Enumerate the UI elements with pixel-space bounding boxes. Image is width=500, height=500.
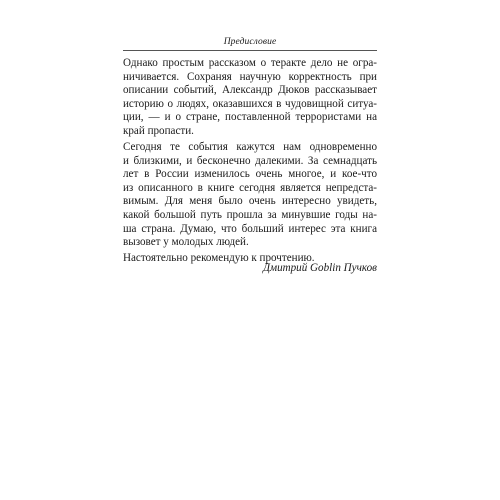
paragraph: [123, 57, 377, 139]
text-line: ничивается. Сохраняя научную корректность при: [123, 70, 377, 83]
text-line: вызовет у молодых людей.: [123, 236, 249, 249]
body-text: [123, 57, 377, 266]
text-line: ша страна. Думаю, что больший интерес эта книга: [123, 222, 377, 235]
running-head: Предисловие: [223, 37, 277, 47]
text-line: вимым. Для меня было очень интересно увидеть,: [123, 195, 377, 208]
text-line: из описанного в книге сегодня является непредста-: [123, 181, 377, 194]
header-rule: [123, 50, 377, 51]
paragraph: [123, 141, 377, 250]
text-line: Сегодня те события кажутся нам одновременно: [123, 140, 377, 153]
text-line: Однако простым рассказом о теракте дело не огра-: [123, 57, 377, 69]
author-signature: Дмитрий Goblin Пучков: [262, 262, 377, 274]
text-line: край пропасти.: [123, 124, 194, 137]
text-line: лет в России изменилось очень многое, и кое-что: [123, 168, 377, 181]
text-line: какой большой путь прошла за минувшие годы на-: [123, 208, 377, 221]
text-line: Настоятельно рекомендую к прочтению.: [123, 252, 315, 265]
text-line: ции, — и о стране, поставленной террористами на: [123, 111, 377, 124]
text-line: и близкими, и бесконечно далекими. За семнадцать: [123, 154, 377, 167]
text-line: описании событий, Александр Дюков рассказывает: [123, 84, 377, 97]
text-line: историю о людях, оказавшихся в чудовищной ситуа-: [123, 97, 377, 110]
